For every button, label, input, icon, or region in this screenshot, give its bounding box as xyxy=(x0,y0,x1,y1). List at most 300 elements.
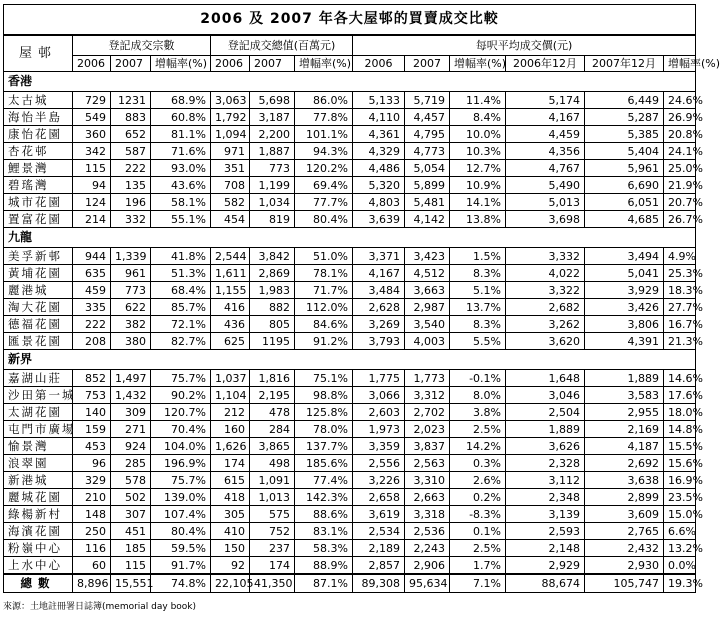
estate-name: 粉嶺中心 xyxy=(4,540,73,557)
cell-c6: 459 xyxy=(73,282,111,299)
cell-p6: 2,628 xyxy=(353,299,405,316)
table-row xyxy=(4,455,696,472)
cell-pg: 10.3% xyxy=(450,143,506,160)
region-label: 新界 xyxy=(4,350,696,370)
table-row xyxy=(4,282,696,299)
cell-v7: 2,195 xyxy=(250,387,295,404)
cell-p7: 4,457 xyxy=(405,109,450,126)
cell-dg: 4.9% xyxy=(664,248,696,265)
header-value-group: 登記成交總值(百萬元) xyxy=(211,35,353,56)
cell-c7: 185 xyxy=(111,540,151,557)
cell-c7: 15,551 xyxy=(111,574,151,593)
cell-c6: 635 xyxy=(73,265,111,282)
cell-c7: 332 xyxy=(111,211,151,228)
cell-dg: 26.7% xyxy=(664,211,696,228)
cell-cg: 59.5% xyxy=(151,540,211,557)
cell-c6: 335 xyxy=(73,299,111,316)
cell-pg: 8.0% xyxy=(450,387,506,404)
cell-v6: 1,626 xyxy=(211,438,250,455)
cell-dg: 18.3% xyxy=(664,282,696,299)
cell-c7: 883 xyxy=(111,109,151,126)
cell-c6: 116 xyxy=(73,540,111,557)
cell-cg: 104.0% xyxy=(151,438,211,455)
cell-p7: 5,899 xyxy=(405,177,450,194)
cell-d7: 3,638 xyxy=(585,472,664,489)
cell-cg: 196.9% xyxy=(151,455,211,472)
cell-v6: 615 xyxy=(211,472,250,489)
cell-d7: 6,051 xyxy=(585,194,664,211)
cell-pg: -0.1% xyxy=(450,370,506,387)
cell-c6: 549 xyxy=(73,109,111,126)
cell-d7: 2,169 xyxy=(585,421,664,438)
cell-v7: 1,983 xyxy=(250,282,295,299)
cell-vg: 84.6% xyxy=(295,316,353,333)
cell-p6: 4,110 xyxy=(353,109,405,126)
cell-d6: 2,348 xyxy=(506,489,585,506)
cell-p7: 5,054 xyxy=(405,160,450,177)
cell-pg: 8.3% xyxy=(450,316,506,333)
transaction-comparison-table xyxy=(3,4,720,593)
cell-c6: 94 xyxy=(73,177,111,194)
cell-cg: 68.4% xyxy=(151,282,211,299)
cell-p6: 4,486 xyxy=(353,160,405,177)
cell-c7: 1,432 xyxy=(111,387,151,404)
cell-c7: 924 xyxy=(111,438,151,455)
cell-dg: 0.0% xyxy=(664,557,696,575)
cell-c6: 115 xyxy=(73,160,111,177)
cell-v6: 454 xyxy=(211,211,250,228)
estate-name: 麗城花園 xyxy=(4,489,73,506)
cell-d6: 4,767 xyxy=(506,160,585,177)
cell-pg: 3.8% xyxy=(450,404,506,421)
cell-p7: 3,423 xyxy=(405,248,450,265)
table-row xyxy=(4,109,696,126)
cell-c6: 8,896 xyxy=(73,574,111,593)
cell-pg: 13.7% xyxy=(450,299,506,316)
cell-cg: 41.8% xyxy=(151,248,211,265)
cell-c6: 250 xyxy=(73,523,111,540)
cell-dg: 23.5% xyxy=(664,489,696,506)
header-dec-2007: 2007年12月 xyxy=(585,56,664,72)
cell-cg: 82.7% xyxy=(151,333,211,350)
estate-name: 海濱花園 xyxy=(4,523,73,540)
cell-p7: 2,663 xyxy=(405,489,450,506)
cell-p7: 3,837 xyxy=(405,438,450,455)
cell-p6: 2,603 xyxy=(353,404,405,421)
cell-d6: 3,139 xyxy=(506,506,585,523)
estate-name: 總數 xyxy=(4,574,73,593)
cell-d6: 3,112 xyxy=(506,472,585,489)
cell-dg: 20.7% xyxy=(664,194,696,211)
table-row xyxy=(4,143,696,160)
cell-vg: 91.2% xyxy=(295,333,353,350)
table-row xyxy=(4,248,696,265)
table-row xyxy=(4,387,696,404)
cell-vg: 112.0% xyxy=(295,299,353,316)
cell-c7: 285 xyxy=(111,455,151,472)
cell-c7: 502 xyxy=(111,489,151,506)
cell-cg: 85.7% xyxy=(151,299,211,316)
cell-dg: 21.9% xyxy=(664,177,696,194)
cell-d6: 3,626 xyxy=(506,438,585,455)
cell-v7: 3,842 xyxy=(250,248,295,265)
cell-p6: 2,556 xyxy=(353,455,405,472)
cell-v7: 1,013 xyxy=(250,489,295,506)
cell-c6: 729 xyxy=(73,92,111,109)
cell-d7: 5,404 xyxy=(585,143,664,160)
estate-name: 城市花園 xyxy=(4,194,73,211)
cell-d6: 2,593 xyxy=(506,523,585,540)
cell-c7: 961 xyxy=(111,265,151,282)
cell-p6: 3,639 xyxy=(353,211,405,228)
cell-c7: 451 xyxy=(111,523,151,540)
cell-d6: 3,698 xyxy=(506,211,585,228)
cell-d7: 3,609 xyxy=(585,506,664,523)
cell-dg: 15.6% xyxy=(664,455,696,472)
cell-dg: 25.3% xyxy=(664,265,696,282)
cell-vg: 185.6% xyxy=(295,455,353,472)
estate-name: 置富花園 xyxy=(4,211,73,228)
cell-v7: 2,200 xyxy=(250,126,295,143)
cell-dg: 16.7% xyxy=(664,316,696,333)
cell-d7: 3,494 xyxy=(585,248,664,265)
cell-d6: 3,046 xyxy=(506,387,585,404)
cell-cg: 91.7% xyxy=(151,557,211,575)
cell-d6: 3,262 xyxy=(506,316,585,333)
header-count-group: 登記成交宗數 xyxy=(73,35,211,56)
total-row xyxy=(4,574,696,593)
table-row xyxy=(4,92,696,109)
cell-v6: 625 xyxy=(211,333,250,350)
cell-p6: 3,484 xyxy=(353,282,405,299)
cell-vg: 142.3% xyxy=(295,489,353,506)
table-title: 2006 及 2007 年各大屋邨的買賣成交比較 xyxy=(4,5,696,36)
estate-name: 綠楊新村 xyxy=(4,506,73,523)
cell-cg: 75.7% xyxy=(151,472,211,489)
region-row xyxy=(4,228,696,248)
cell-p6: 3,359 xyxy=(353,438,405,455)
table-row xyxy=(4,265,696,282)
estate-name: 上水中心 xyxy=(4,557,73,575)
table-row xyxy=(4,126,696,143)
cell-p6: 3,371 xyxy=(353,248,405,265)
cell-d6: 5,174 xyxy=(506,92,585,109)
cell-c6: 140 xyxy=(73,404,111,421)
cell-pg: 2.5% xyxy=(450,540,506,557)
cell-v7: 1195 xyxy=(250,333,295,350)
cell-p6: 2,658 xyxy=(353,489,405,506)
cell-c6: 208 xyxy=(73,333,111,350)
table-row xyxy=(4,404,696,421)
cell-v6: 92 xyxy=(211,557,250,575)
header-dec-growth: 增幅率(%) xyxy=(664,56,696,72)
cell-v6: 1,611 xyxy=(211,265,250,282)
cell-p7: 3,663 xyxy=(405,282,450,299)
estate-header: 屋邨 xyxy=(4,35,73,72)
cell-c6: 60 xyxy=(73,557,111,575)
cell-vg: 94.3% xyxy=(295,143,353,160)
cell-d7: 2,899 xyxy=(585,489,664,506)
cell-vg: 83.1% xyxy=(295,523,353,540)
cell-c7: 222 xyxy=(111,160,151,177)
cell-p7: 3,318 xyxy=(405,506,450,523)
cell-v6: 1,104 xyxy=(211,387,250,404)
cell-d6: 4,022 xyxy=(506,265,585,282)
cell-p7: 2,906 xyxy=(405,557,450,575)
cell-d6: 3,620 xyxy=(506,333,585,350)
cell-c6: 214 xyxy=(73,211,111,228)
cell-vg: 80.4% xyxy=(295,211,353,228)
cell-c6: 360 xyxy=(73,126,111,143)
cell-c7: 196 xyxy=(111,194,151,211)
cell-c7: 578 xyxy=(111,472,151,489)
cell-p6: 89,308 xyxy=(353,574,405,593)
transaction-table-frame xyxy=(3,4,720,593)
cell-v7: 478 xyxy=(250,404,295,421)
cell-vg: 69.4% xyxy=(295,177,353,194)
cell-v6: 212 xyxy=(211,404,250,421)
cell-pg: 2.6% xyxy=(450,472,506,489)
cell-cg: 107.4% xyxy=(151,506,211,523)
cell-c6: 159 xyxy=(73,421,111,438)
cell-d7: 3,929 xyxy=(585,282,664,299)
cell-pg: 0.2% xyxy=(450,489,506,506)
region-label: 香港 xyxy=(4,72,696,92)
cell-d6: 2,682 xyxy=(506,299,585,316)
cell-c7: 382 xyxy=(111,316,151,333)
header-value-growth: 增幅率(%) xyxy=(295,56,353,72)
cell-c7: 135 xyxy=(111,177,151,194)
cell-p7: 4,773 xyxy=(405,143,450,160)
cell-cg: 68.9% xyxy=(151,92,211,109)
cell-dg: 14.8% xyxy=(664,421,696,438)
region-row xyxy=(4,350,696,370)
estate-name: 屯門市廣場 xyxy=(4,421,73,438)
header-price-2006: 2006 xyxy=(353,56,405,72)
cell-cg: 90.2% xyxy=(151,387,211,404)
cell-c7: 652 xyxy=(111,126,151,143)
cell-d6: 2,504 xyxy=(506,404,585,421)
estate-name: 愉景灣 xyxy=(4,438,73,455)
cell-p6: 3,226 xyxy=(353,472,405,489)
cell-v7: 1,034 xyxy=(250,194,295,211)
source-note: 來源：土地註冊署日誌簿(memorial day book) xyxy=(3,602,197,612)
cell-pg: 12.7% xyxy=(450,160,506,177)
cell-d6: 2,148 xyxy=(506,540,585,557)
cell-c7: 115 xyxy=(111,557,151,575)
cell-v6: 305 xyxy=(211,506,250,523)
cell-d7: 3,426 xyxy=(585,299,664,316)
cell-v7: 819 xyxy=(250,211,295,228)
cell-d7: 2,692 xyxy=(585,455,664,472)
cell-p6: 4,167 xyxy=(353,265,405,282)
header-dec-2006: 2006年12月 xyxy=(506,56,585,72)
cell-v7: 1,091 xyxy=(250,472,295,489)
cell-cg: 60.8% xyxy=(151,109,211,126)
cell-pg: 8.4% xyxy=(450,109,506,126)
cell-d7: 5,385 xyxy=(585,126,664,143)
cell-dg: 26.9% xyxy=(664,109,696,126)
cell-pg: 5.1% xyxy=(450,282,506,299)
estate-name: 康怡花園 xyxy=(4,126,73,143)
cell-p7: 5,719 xyxy=(405,92,450,109)
cell-d7: 4,187 xyxy=(585,438,664,455)
estate-name: 碧瑤灣 xyxy=(4,177,73,194)
cell-vg: 101.1% xyxy=(295,126,353,143)
cell-cg: 58.1% xyxy=(151,194,211,211)
cell-d7: 105,747 xyxy=(585,574,664,593)
cell-c6: 210 xyxy=(73,489,111,506)
cell-pg: 10.0% xyxy=(450,126,506,143)
cell-pg: 14.1% xyxy=(450,194,506,211)
table-row xyxy=(4,194,696,211)
cell-c7: 271 xyxy=(111,421,151,438)
region-label: 九龍 xyxy=(4,228,696,248)
cell-c6: 222 xyxy=(73,316,111,333)
cell-v6: 708 xyxy=(211,177,250,194)
cell-p6: 2,534 xyxy=(353,523,405,540)
cell-v7: 41,350 xyxy=(250,574,295,593)
cell-p6: 3,269 xyxy=(353,316,405,333)
cell-v6: 410 xyxy=(211,523,250,540)
cell-dg: 15.0% xyxy=(664,506,696,523)
cell-p6: 5,320 xyxy=(353,177,405,194)
cell-v6: 416 xyxy=(211,299,250,316)
cell-vg: 77.4% xyxy=(295,472,353,489)
cell-pg: -8.3% xyxy=(450,506,506,523)
cell-dg: 18.0% xyxy=(664,404,696,421)
header-price-group: 每呎平均成交價(元) xyxy=(353,35,696,56)
table-row xyxy=(4,438,696,455)
cell-cg: 93.0% xyxy=(151,160,211,177)
cell-pg: 11.4% xyxy=(450,92,506,109)
cell-p6: 3,619 xyxy=(353,506,405,523)
cell-v7: 882 xyxy=(250,299,295,316)
cell-p7: 1,773 xyxy=(405,370,450,387)
cell-d7: 2,432 xyxy=(585,540,664,557)
cell-p7: 95,634 xyxy=(405,574,450,593)
cell-c7: 622 xyxy=(111,299,151,316)
cell-dg: 25.0% xyxy=(664,160,696,177)
cell-p6: 5,133 xyxy=(353,92,405,109)
cell-dg: 27.7% xyxy=(664,299,696,316)
cell-vg: 86.0% xyxy=(295,92,353,109)
cell-v6: 971 xyxy=(211,143,250,160)
cell-c7: 380 xyxy=(111,333,151,350)
table-row xyxy=(4,211,696,228)
cell-p6: 4,329 xyxy=(353,143,405,160)
cell-c7: 587 xyxy=(111,143,151,160)
cell-c7: 1231 xyxy=(111,92,151,109)
cell-v7: 237 xyxy=(250,540,295,557)
cell-d7: 1,889 xyxy=(585,370,664,387)
cell-pg: 10.9% xyxy=(450,177,506,194)
cell-p7: 2,702 xyxy=(405,404,450,421)
cell-dg: 20.8% xyxy=(664,126,696,143)
cell-p6: 1,973 xyxy=(353,421,405,438)
cell-dg: 16.9% xyxy=(664,472,696,489)
estate-name: 美孚新邨 xyxy=(4,248,73,265)
cell-c6: 453 xyxy=(73,438,111,455)
cell-pg: 7.1% xyxy=(450,574,506,593)
cell-v7: 2,869 xyxy=(250,265,295,282)
cell-p6: 2,857 xyxy=(353,557,405,575)
cell-pg: 5.5% xyxy=(450,333,506,350)
cell-d6: 88,674 xyxy=(506,574,585,593)
cell-p7: 2,987 xyxy=(405,299,450,316)
cell-v7: 1,887 xyxy=(250,143,295,160)
cell-d7: 4,685 xyxy=(585,211,664,228)
cell-vg: 58.3% xyxy=(295,540,353,557)
estate-name: 新港城 xyxy=(4,472,73,489)
cell-v7: 773 xyxy=(250,160,295,177)
estate-name: 德福花園 xyxy=(4,316,73,333)
estate-name: 太湖花園 xyxy=(4,404,73,421)
estate-name: 淘大花園 xyxy=(4,299,73,316)
cell-v6: 1,094 xyxy=(211,126,250,143)
cell-d6: 4,459 xyxy=(506,126,585,143)
table-row xyxy=(4,506,696,523)
cell-d6: 3,322 xyxy=(506,282,585,299)
cell-vg: 137.7% xyxy=(295,438,353,455)
cell-cg: 74.8% xyxy=(151,574,211,593)
cell-d6: 4,167 xyxy=(506,109,585,126)
cell-v7: 1,816 xyxy=(250,370,295,387)
cell-c7: 309 xyxy=(111,404,151,421)
cell-pg: 1.5% xyxy=(450,248,506,265)
cell-d6: 3,332 xyxy=(506,248,585,265)
header-value-2007: 2007 xyxy=(250,56,295,72)
cell-c6: 124 xyxy=(73,194,111,211)
table-row xyxy=(4,316,696,333)
cell-p6: 1,775 xyxy=(353,370,405,387)
estate-name: 浪翠園 xyxy=(4,455,73,472)
cell-pg: 0.3% xyxy=(450,455,506,472)
estate-name: 匯景花園 xyxy=(4,333,73,350)
cell-d7: 5,287 xyxy=(585,109,664,126)
cell-pg: 8.3% xyxy=(450,265,506,282)
header-row-groups xyxy=(4,35,696,56)
cell-p7: 5,481 xyxy=(405,194,450,211)
cell-vg: 98.8% xyxy=(295,387,353,404)
cell-cg: 55.1% xyxy=(151,211,211,228)
cell-d6: 1,648 xyxy=(506,370,585,387)
header-count-growth: 增幅率(%) xyxy=(151,56,211,72)
cell-v6: 351 xyxy=(211,160,250,177)
cell-p6: 3,066 xyxy=(353,387,405,404)
estate-name: 沙田第一城 xyxy=(4,387,73,404)
cell-c6: 944 xyxy=(73,248,111,265)
cell-vg: 125.8% xyxy=(295,404,353,421)
cell-v7: 174 xyxy=(250,557,295,575)
estate-name: 杏花邨 xyxy=(4,143,73,160)
header-value-2006: 2006 xyxy=(211,56,250,72)
cell-v7: 752 xyxy=(250,523,295,540)
cell-c7: 773 xyxy=(111,282,151,299)
cell-v6: 174 xyxy=(211,455,250,472)
header-row-years xyxy=(4,56,696,72)
table-row xyxy=(4,333,696,350)
cell-d7: 5,961 xyxy=(585,160,664,177)
cell-cg: 139.0% xyxy=(151,489,211,506)
cell-d7: 4,391 xyxy=(585,333,664,350)
cell-v7: 1,199 xyxy=(250,177,295,194)
cell-v6: 1,155 xyxy=(211,282,250,299)
estate-name: 嘉湖山莊 xyxy=(4,370,73,387)
table-row xyxy=(4,472,696,489)
cell-vg: 120.2% xyxy=(295,160,353,177)
cell-vg: 87.1% xyxy=(295,574,353,593)
